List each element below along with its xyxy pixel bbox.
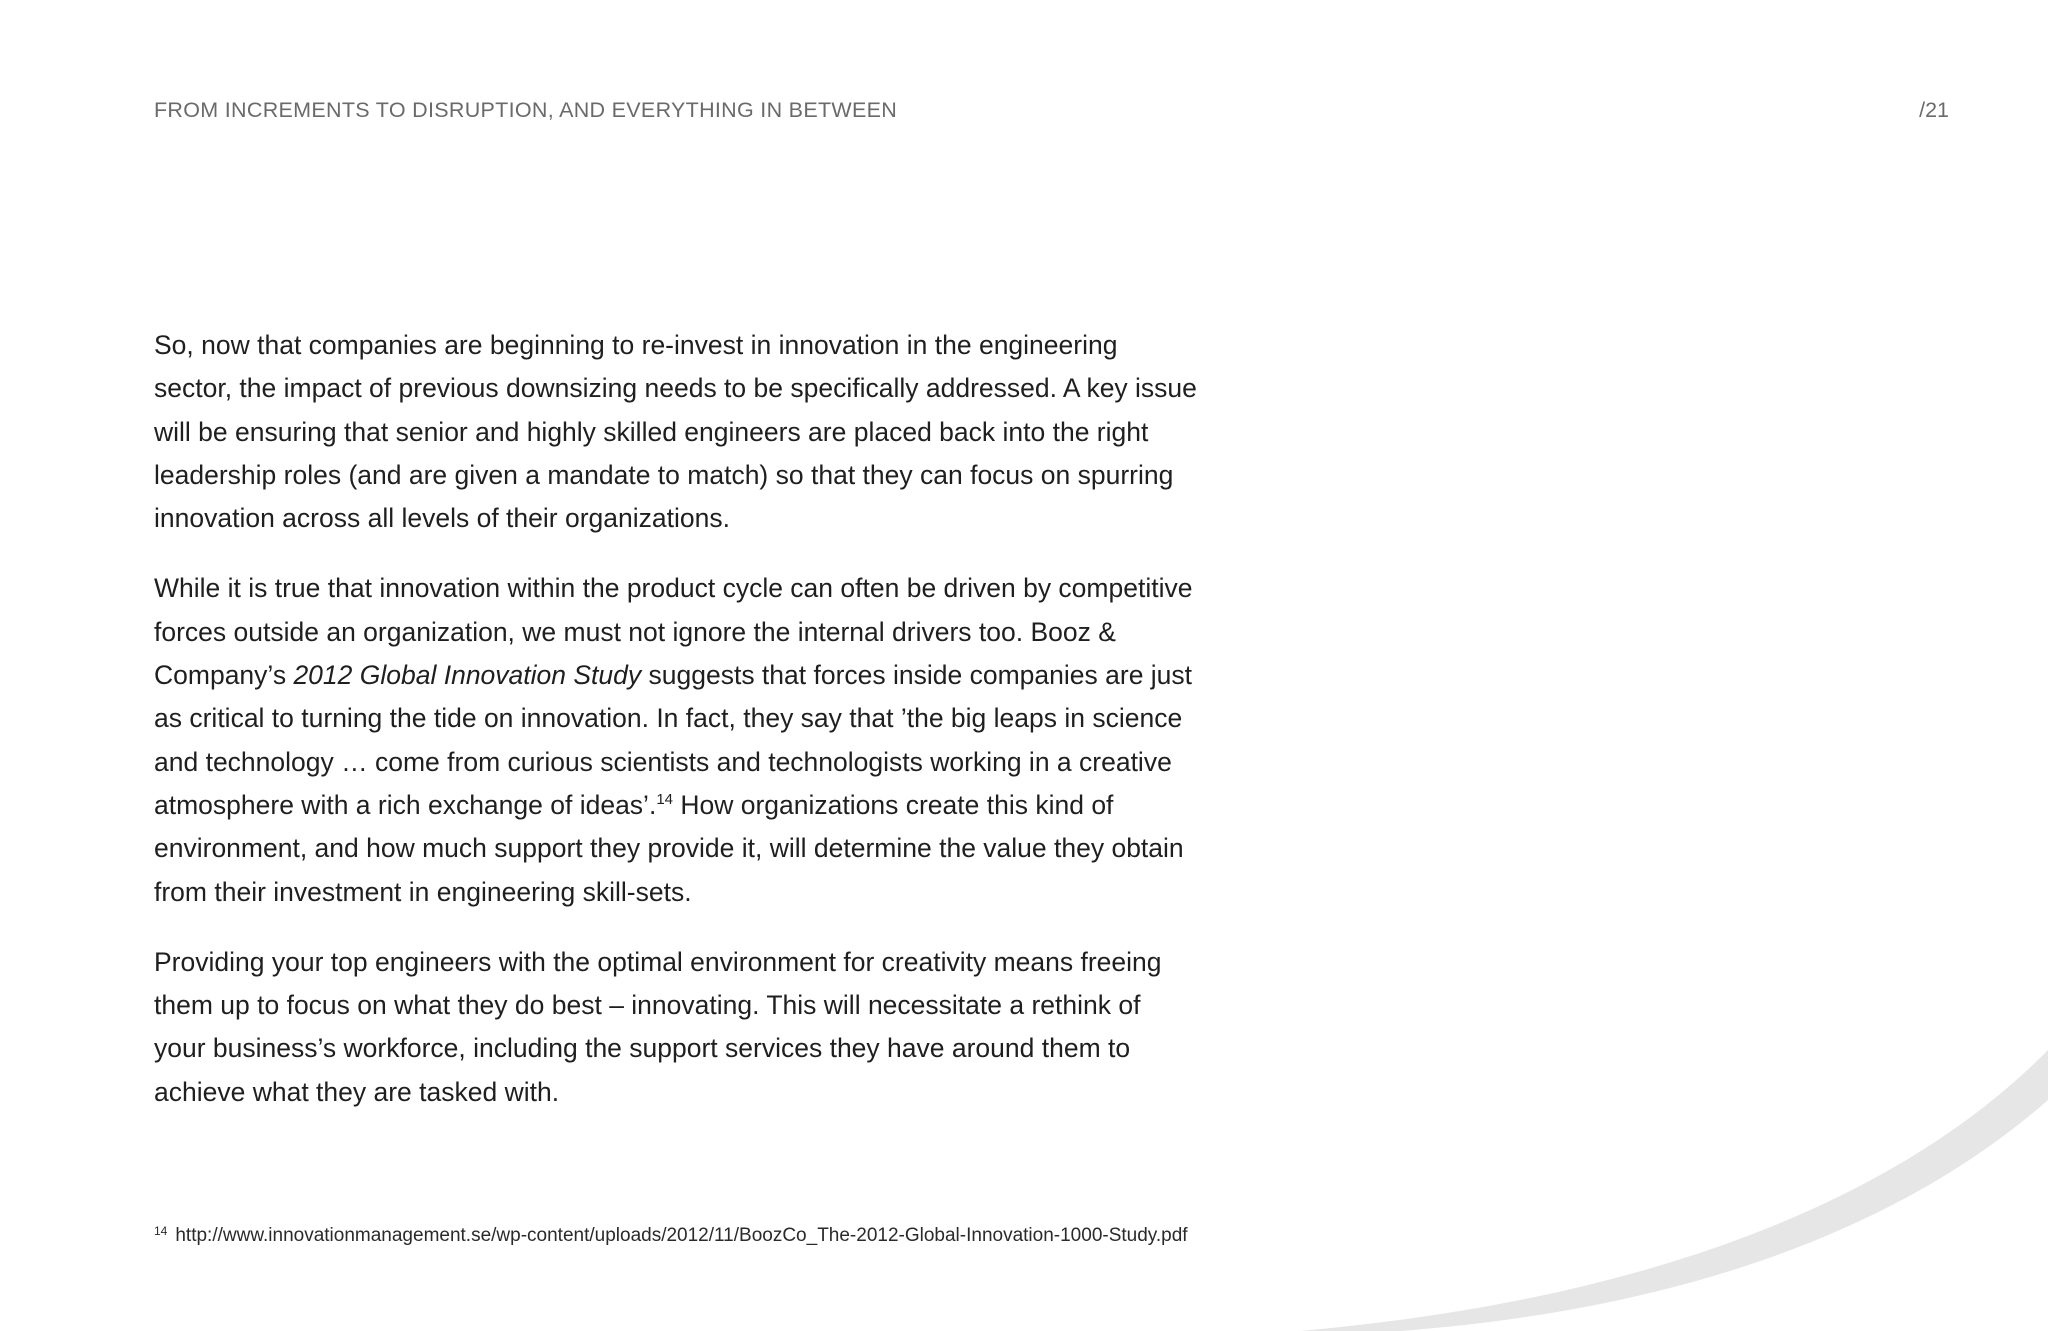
paragraph-2 [154, 567, 1199, 913]
body-text [154, 324, 1199, 1141]
paragraph-2-text-b: suggests that forces inside companies are just as critical to turning the tide on innovation. In fact, they say that ’the big leaps in science and technology … come from curious scientists and technologists working in a creative atmosphere with a rich exchange of ideas’. [154, 660, 1193, 820]
footnote-number: 14 [154, 1224, 168, 1238]
running-header-title: FROM INCREMENTS TO DISRUPTION, AND EVERYTHING IN BETWEEN [154, 98, 898, 122]
paragraph-3: Providing your top engineers with the optimal environment for creativity means freeing them up to focus on what they do best – innovating. This will necessitate a rethink of your business’s workforce, including the support services they have around them to achieve what they are tasked with. [154, 946, 1162, 1107]
footnote-link[interactable]: http://www.innovationmanagement.se/wp-content/uploads/2012/11/BoozCo_The-2012-Global-Innovation-1000-Study.pdf [175, 1225, 1188, 1246]
study-title: 2012 Global Innovation Study [293, 660, 642, 691]
footnote-reference[interactable]: 14 [656, 790, 673, 808]
paragraph-2-text-c: How organizations create this kind of environment, and how much support they provide it, will determine the value they obtain from their investment in engineering skill-sets. [154, 789, 1184, 907]
paragraph-2-text-a: While it is true that innovation within the product cycle can often be driven by competitive forces outside an organization, we must not ignore the internal drivers too. Booz & Company’s [154, 573, 1193, 691]
footnote [154, 1224, 1188, 1247]
page-number: /21 [1919, 98, 1949, 122]
paragraph-1: So, now that companies are beginning to re-invest in innovation in the engineering sector, the impact of previous downsizing needs to be specifically addressed. A key issue will be ensuring that senior and highly skilled engineers are placed back into the right leadership roles (and are given a mandate to match) so that they can focus on spurring innovation across all levels of their organizations. [154, 330, 1197, 534]
